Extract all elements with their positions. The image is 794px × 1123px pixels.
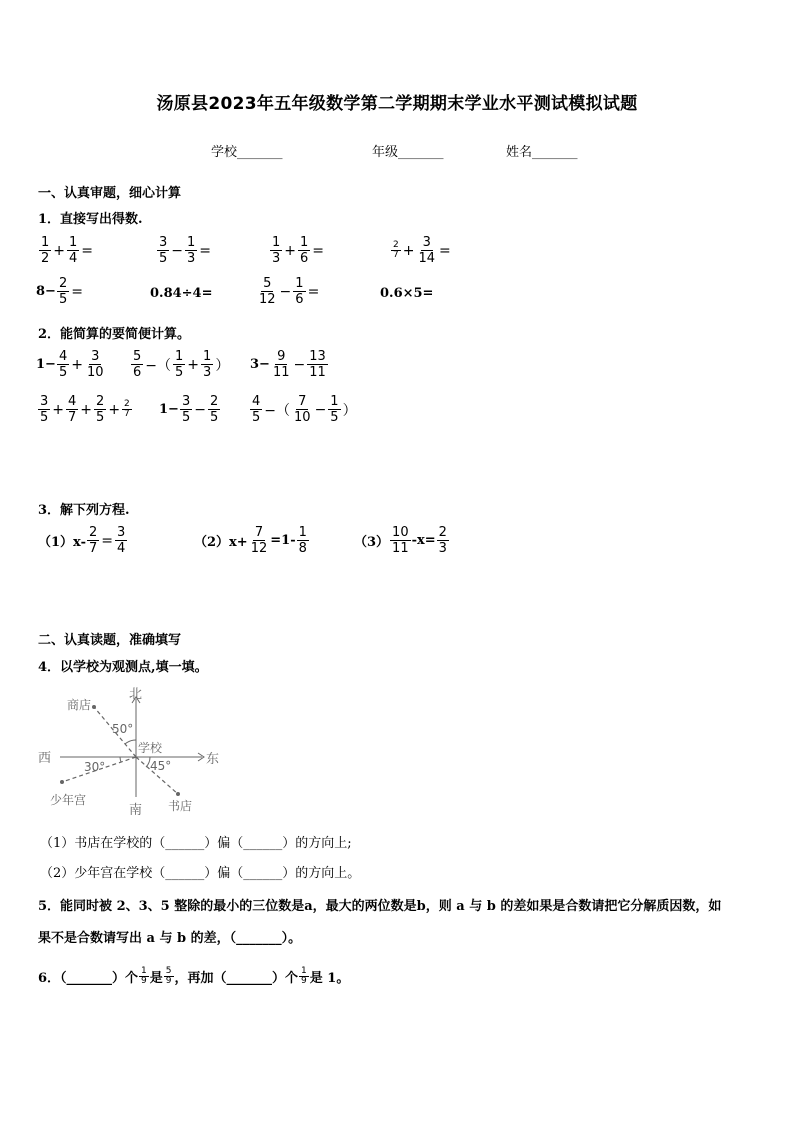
denominator: 5: [181, 410, 191, 425]
denominator: 11: [272, 365, 290, 380]
numerator: 9: [277, 349, 286, 364]
denominator: 11: [392, 541, 409, 556]
angle-arc-30: [120, 757, 121, 762]
denominator: 5: [159, 251, 168, 266]
fraction: [131, 349, 143, 380]
operator: −: [314, 401, 327, 418]
q1-expr-6: [150, 286, 213, 301]
q2-expr-2: [130, 349, 230, 380]
numerator: 13: [309, 349, 326, 364]
expression-text: 8−: [36, 284, 56, 299]
question-3-label: 3．解下列方程.: [38, 503, 130, 518]
expression-text: 1−: [159, 402, 179, 417]
fraction: [139, 967, 149, 986]
name-field: 姓名_______: [506, 145, 578, 160]
fraction: [164, 967, 174, 986]
denominator: 10: [86, 365, 104, 380]
numerator: 4: [58, 349, 68, 364]
operator: +: [187, 356, 200, 373]
denominator: 9: [141, 976, 147, 986]
q4-blank-line-1: （1）书店在学校的（______）偏（______）的方向上;: [40, 836, 352, 851]
operator: ）: [215, 357, 230, 374]
operator: =: [439, 242, 451, 259]
numerator: 2: [209, 394, 219, 409]
q1-expr-2: [156, 235, 212, 266]
fraction: [57, 349, 69, 380]
fraction: [298, 235, 310, 266]
fraction: [87, 525, 99, 556]
fraction: [390, 525, 411, 556]
fraction: [157, 235, 169, 266]
denominator: 4: [116, 541, 126, 556]
denominator: 7: [124, 409, 130, 419]
denominator: 9: [165, 976, 172, 986]
section-1-heading: 一、认真审题，细心计算: [38, 186, 182, 201]
west-label: 西: [38, 751, 52, 766]
denominator: 5: [96, 410, 105, 425]
angle-30-label: 30°: [84, 760, 106, 774]
numerator: 1: [301, 966, 307, 976]
fraction: [270, 235, 282, 266]
school-label: 学校: [138, 741, 163, 755]
denominator: 11: [309, 365, 326, 380]
fraction: [257, 276, 278, 307]
numerator: 5: [165, 966, 172, 976]
numerator: 1: [295, 276, 304, 291]
grade-field: 年级_______: [372, 145, 444, 160]
expression-text: 是: [149, 971, 163, 986]
q1-expr-4: [390, 235, 452, 266]
denominator: 5: [175, 365, 184, 380]
question-6: [38, 967, 349, 986]
denominator: 9: [301, 976, 307, 986]
east-label: 东: [206, 752, 220, 767]
fraction: [94, 394, 106, 425]
q2-expr-6: [249, 394, 358, 425]
q4-blank-line-2: （2）少年宫在学校（______）偏（______）的方向上。: [40, 866, 361, 881]
operator: −: [279, 283, 292, 300]
numerator: 1: [203, 349, 212, 364]
denominator: 4: [69, 251, 78, 266]
numerator: 1: [187, 235, 196, 250]
q1-expr-8: [380, 286, 433, 301]
operator: +: [108, 401, 121, 418]
operator: +: [52, 401, 65, 418]
south-label: 南: [129, 803, 143, 818]
shop-label: 商店: [67, 698, 92, 712]
numerator: 3: [181, 394, 191, 409]
operator: =: [199, 242, 212, 259]
expression-text: =1-: [270, 533, 296, 548]
operator: =: [312, 242, 325, 259]
denominator: 3: [203, 365, 212, 380]
fraction: [328, 394, 340, 425]
operator: =: [307, 283, 320, 300]
denominator: 12: [259, 292, 276, 307]
numerator: 3: [91, 349, 100, 364]
fraction: [297, 525, 309, 556]
q1-expr-5: [36, 276, 84, 307]
section-2-heading: 二、认真读题，准确填写: [38, 633, 182, 648]
denominator: 7: [393, 250, 399, 260]
q1-expr-3: [269, 235, 325, 266]
fraction: [293, 276, 305, 307]
operator: −: [171, 242, 184, 259]
question-2-label: 2．能简算的要简便计算。: [38, 327, 191, 342]
fraction: [208, 394, 220, 425]
operator: +: [53, 242, 66, 259]
expression-text: 0.84÷4=: [150, 286, 213, 301]
numerator: 2: [393, 240, 399, 250]
fraction: [249, 525, 270, 556]
fraction: [38, 394, 50, 425]
denominator: 5: [58, 365, 68, 380]
denominator: 5: [58, 292, 68, 307]
numerator: 5: [263, 276, 272, 291]
denominator: 10: [294, 410, 311, 425]
operator: −: [293, 356, 306, 373]
question-5-line-2: 果不是合数请写出 a 与 b 的差，（_______）。: [38, 931, 302, 946]
bookstore-label: 书店: [168, 799, 193, 813]
numerator: 2: [96, 394, 105, 409]
operator: =: [81, 242, 94, 259]
denominator: 3: [272, 251, 281, 266]
fraction: [66, 394, 78, 425]
expression-text: 3−: [250, 357, 270, 372]
youth-palace-label: 少年宫: [50, 793, 87, 807]
fraction: [115, 525, 127, 556]
denominator: 12: [250, 541, 268, 556]
numerator: 1: [69, 235, 78, 250]
denominator: 2: [41, 251, 50, 266]
numerator: 5: [133, 349, 142, 364]
question-5-line-1: 5．能同时被 2、3、5 整除的最小的三位数是a，最大的两位数是b，则 a 与 b 的差如果是合数请把它分解质因数，如: [38, 899, 722, 914]
denominator: 5: [209, 410, 219, 425]
fraction: [201, 349, 213, 380]
shop-point: [92, 705, 96, 709]
numerator: 4: [68, 394, 77, 409]
q1-expr-7: [256, 276, 320, 307]
denominator: 5: [330, 410, 339, 425]
expression-text: 0.6×5=: [380, 286, 434, 301]
q3-equation-2: [194, 525, 310, 556]
compass-diagram: [30, 682, 230, 820]
q2-expr-1: [36, 349, 107, 380]
numerator: 3: [116, 525, 126, 540]
numerator: 1: [41, 235, 50, 250]
expression-text: 1−: [36, 357, 56, 372]
question-4-label: 4．以学校为观测点,填一填。: [38, 660, 208, 675]
numerator: 1: [330, 394, 339, 409]
numerator: 2: [438, 525, 447, 540]
angle-45-label: 45°: [150, 759, 172, 773]
numerator: 2: [88, 525, 98, 540]
denominator: 3: [438, 541, 447, 556]
q3-equation-1: [38, 525, 128, 556]
denominator: 3: [187, 251, 196, 266]
fraction: [85, 349, 106, 380]
fraction: [180, 394, 192, 425]
denominator: 5: [40, 410, 49, 425]
numerator: 7: [298, 394, 307, 409]
numerator: 10: [392, 525, 409, 540]
numerator: 1: [300, 235, 309, 250]
bookstore-point: [176, 792, 180, 796]
north-label: 北: [129, 687, 143, 702]
operator: +: [80, 401, 93, 418]
denominator: 7: [68, 410, 77, 425]
expression-text: 6．（_______）个: [38, 971, 139, 986]
fraction: [185, 235, 197, 266]
operator: +: [402, 242, 415, 259]
numerator: 3: [159, 235, 168, 250]
expression-text: （2）x+: [194, 535, 248, 550]
expression-text: ，再加（_______）个: [174, 971, 299, 986]
question-1-label: 1．直接写出得数.: [38, 212, 143, 227]
q2-expr-4: [37, 394, 133, 425]
denominator: 8: [298, 541, 307, 556]
fraction: [250, 394, 262, 425]
numerator: 7: [254, 525, 264, 540]
expression-text: （3）: [354, 535, 390, 550]
numerator: 3: [422, 235, 431, 250]
operator: +: [284, 242, 297, 259]
numerator: 1: [272, 235, 281, 250]
numerator: 1: [141, 966, 147, 976]
fraction: [39, 235, 51, 266]
denominator: 6: [295, 292, 304, 307]
denominator: 6: [300, 251, 309, 266]
numerator: 2: [58, 276, 68, 291]
operator: −（: [264, 402, 291, 419]
fraction: [391, 241, 401, 260]
angle-50-label: 50°: [112, 722, 134, 736]
fraction: [271, 349, 292, 380]
q2-expr-3: [250, 349, 329, 380]
operator: ）: [342, 402, 357, 419]
q1-expr-1: [38, 235, 94, 266]
expression-text: （1）x-: [38, 535, 86, 550]
page-title: 汤原县2023年五年级数学第二学期期末学业水平测试模拟试题: [156, 94, 638, 114]
expression-text: -x=: [411, 533, 436, 548]
fraction: [416, 235, 437, 266]
fraction: [299, 967, 309, 986]
denominator: 6: [133, 365, 142, 380]
fraction: [173, 349, 185, 380]
numerator: 1: [298, 525, 307, 540]
fraction: [307, 349, 328, 380]
operator: −: [194, 401, 206, 418]
fraction: [57, 276, 69, 307]
denominator: 14: [418, 251, 436, 266]
angle-arc-50: [125, 740, 136, 744]
fraction: [292, 394, 313, 425]
denominator: 5: [252, 410, 261, 425]
numerator: 4: [252, 394, 261, 409]
numerator: 1: [175, 349, 184, 364]
youth-palace-point: [60, 780, 64, 784]
operator: =: [71, 283, 83, 300]
numerator: 2: [124, 399, 130, 409]
fraction: [122, 400, 132, 419]
q3-equation-3: [354, 525, 450, 556]
q2-expr-5: [159, 394, 221, 425]
operator: =: [101, 532, 113, 549]
denominator: 7: [88, 541, 98, 556]
expression-text: 是 1。: [309, 971, 350, 986]
fraction: [437, 525, 449, 556]
operator: −（: [145, 357, 172, 374]
school-field: 学校_______: [211, 145, 283, 160]
fraction: [67, 235, 79, 266]
numerator: 3: [40, 394, 49, 409]
operator: +: [71, 356, 83, 373]
